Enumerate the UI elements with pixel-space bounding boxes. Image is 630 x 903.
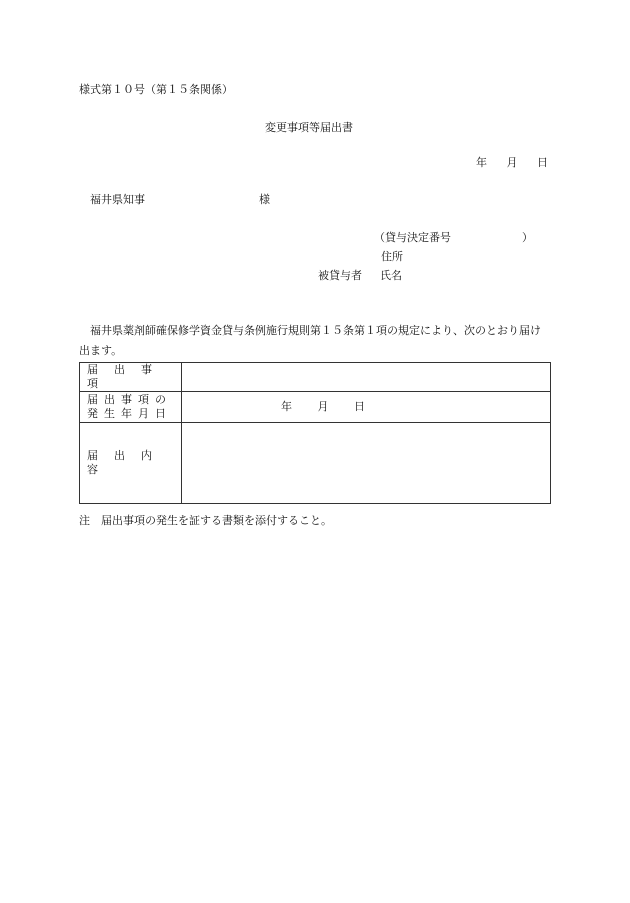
occurrence-day: 日 xyxy=(354,400,365,413)
loan-number-label: （貸与決定番号 xyxy=(374,231,451,244)
date-month: 月 xyxy=(506,156,518,169)
date-line xyxy=(476,156,548,170)
borrower-role-label: 被貸与者 xyxy=(318,269,362,282)
form-number: 様式第１０号（第１５条関係） xyxy=(79,83,233,96)
borrower-name-label: 氏名 xyxy=(380,269,402,282)
notification-table xyxy=(79,362,551,504)
body-text: 福井県薬剤師確保修学資金貸与条例施行規則第１５条第１項の規定により、次のとおり届け出ます。 xyxy=(79,324,541,357)
address-label: 住所 xyxy=(381,250,403,263)
occurrence-year: 年 xyxy=(281,400,292,413)
notification-content-field[interactable] xyxy=(182,423,551,504)
footnote: 注 届出事項の発生を証する書類を添付すること。 xyxy=(79,514,332,527)
table-row xyxy=(80,363,551,392)
document-title: 変更事項等届出書 xyxy=(265,121,353,134)
addressee-honorific: 様 xyxy=(259,193,270,206)
table-row xyxy=(80,423,551,504)
date-day: 日 xyxy=(537,156,548,169)
addressee-name: 福井県知事 xyxy=(90,193,145,206)
notification-content-label: 届出内容 xyxy=(80,423,182,504)
notification-item-label: 届出事項 xyxy=(80,363,182,392)
table-row xyxy=(80,392,551,423)
notification-item-field[interactable] xyxy=(182,363,551,392)
occurrence-date-label: 届出事項の 発生年月日 xyxy=(80,392,182,423)
occurrence-date-field[interactable] xyxy=(182,392,551,423)
loan-number-close: ） xyxy=(522,231,533,244)
occurrence-month: 月 xyxy=(317,400,329,413)
date-year: 年 xyxy=(476,156,487,169)
